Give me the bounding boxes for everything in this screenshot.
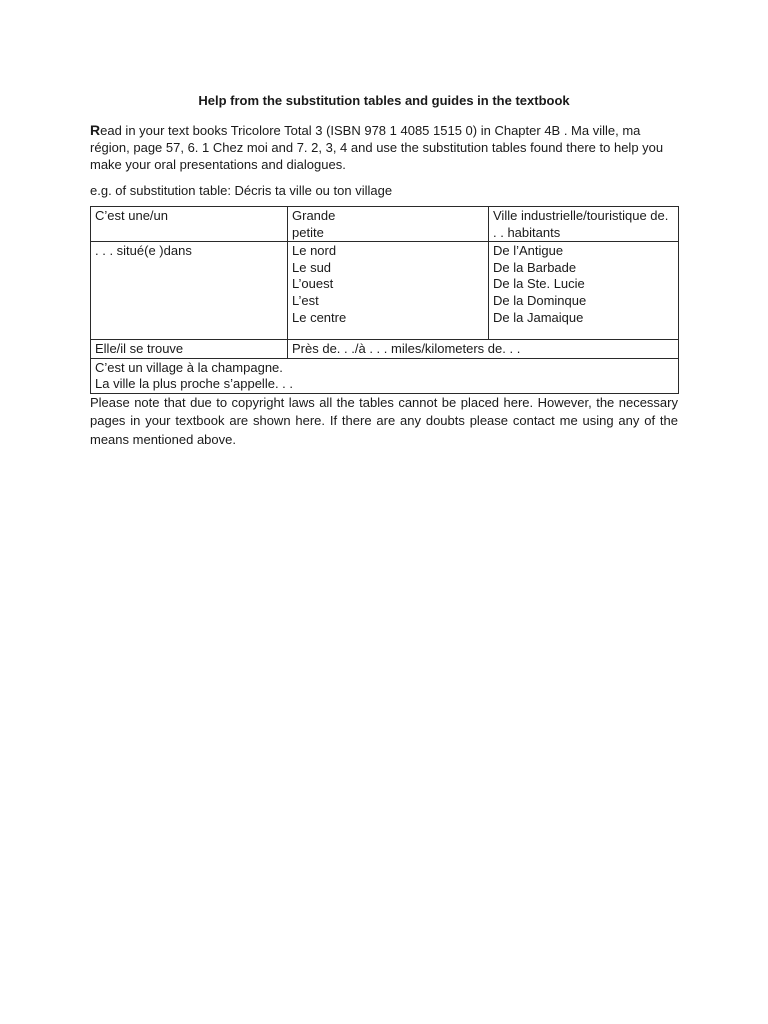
copyright-note: Please note that due to copyright laws all the tables cannot be placed here. However, the necessary pages in your textbook are shown here. If there are any doubts please contact me using any of the means mentioned above. (90, 394, 678, 447)
example-label: e.g. of substitution table: Décris ta ville ou ton village (90, 183, 393, 198)
cell-text: Grande (292, 208, 336, 223)
table-cell (489, 207, 679, 242)
table-cell (91, 358, 679, 393)
table-cell (91, 242, 288, 340)
cell-text: De la Jamaique (493, 309, 584, 325)
cell-text: . . habitants (493, 224, 561, 240)
table-cell (91, 340, 288, 359)
cell-text: Le nord (292, 243, 337, 259)
cell-text: C’est une/un (95, 208, 168, 223)
cell-text: Le centre (292, 309, 347, 325)
cell-text: Elle/il se trouve (95, 341, 184, 357)
table-row (91, 358, 679, 393)
cell-text: La ville la plus proche s’appelle. . . (95, 376, 294, 392)
cell-text: Le sud (292, 259, 332, 275)
cell-text: L’est (292, 292, 319, 308)
table-row (91, 340, 679, 359)
table-cell (91, 207, 288, 242)
table-row (91, 242, 679, 340)
cell-text: Près de. . ./à . . . miles/kilometers de. . . (292, 341, 521, 357)
intro-initial: R (90, 122, 101, 138)
intro-text: ead in your text books Tricolore Total 3 (ISBN 978 1 4085 1515 0) in Chapter 4B . Ma ville, ma région, page 57, 6. 1 Chez moi and 7. 2, 3, 4 and use the substitution tables found there to help you make your oral presentations and dialogues. (90, 123, 664, 172)
table-cell (489, 242, 679, 340)
document-title: Help from the substitution tables and guides in the textbook (198, 93, 570, 108)
table-row (91, 207, 679, 242)
table-cell (288, 340, 679, 359)
cell-text: De la Barbade (493, 259, 577, 275)
intro-paragraph (90, 122, 678, 173)
cell-text: C’est un village à la champagne. (95, 359, 283, 375)
cell-text: Ville industrielle/touristique de. (493, 208, 669, 223)
cell-text: De la Ste. Lucie (493, 276, 585, 292)
document-page (90, 92, 678, 449)
cell-text: De la Dominque (493, 292, 587, 308)
cell-text: . . . situé(e )dans (95, 243, 192, 259)
cell-text: De l’Antigue (493, 243, 564, 259)
cell-text: petite (292, 224, 324, 240)
table-cell (288, 242, 489, 340)
substitution-table (90, 206, 679, 394)
cell-text: L’ouest (292, 276, 334, 292)
table-cell (288, 207, 489, 242)
